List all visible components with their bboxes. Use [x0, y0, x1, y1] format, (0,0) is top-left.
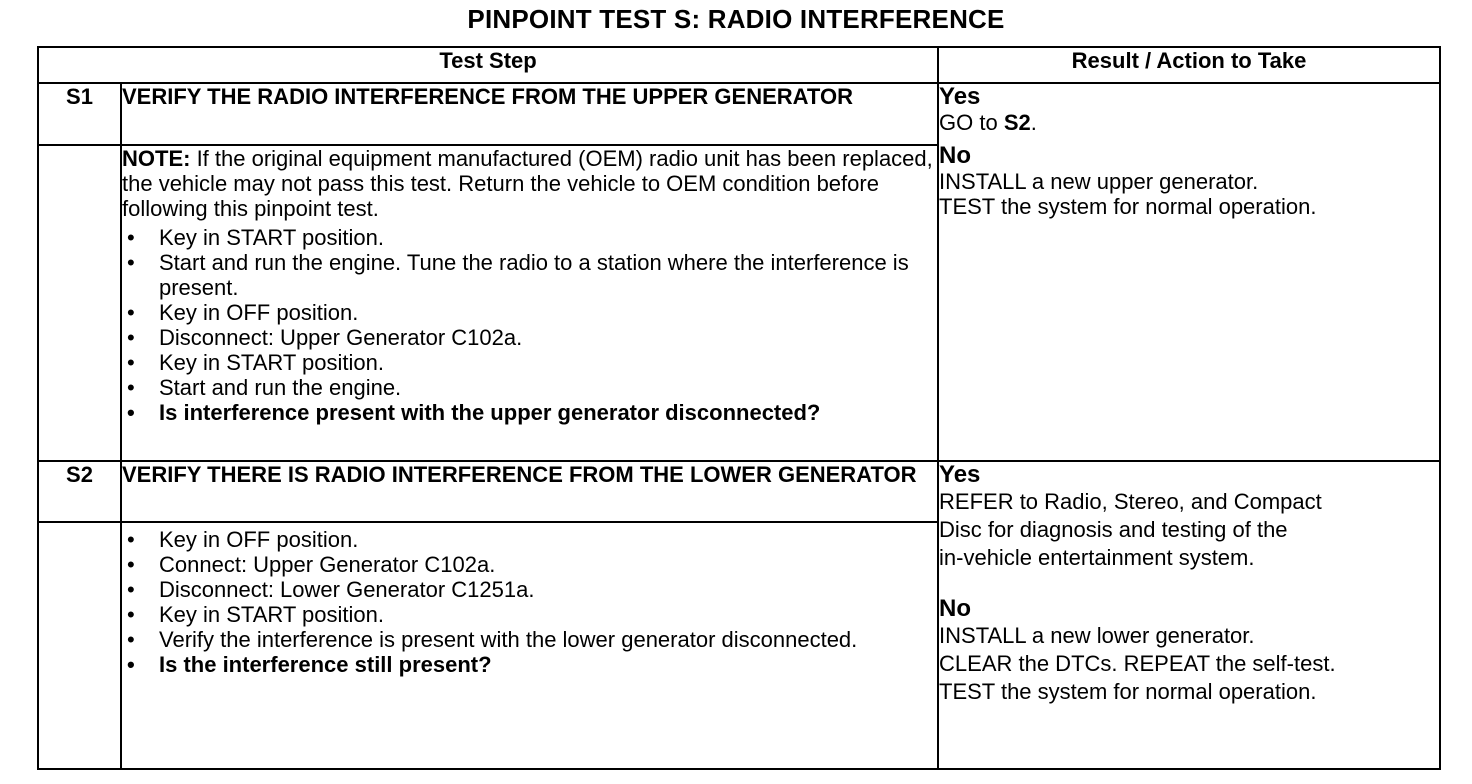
yes-action-prefix: GO to: [939, 110, 1004, 135]
step-s2-title: VERIFY THERE IS RADIO INTERFERENCE FROM THE LOWER GENERATOR: [121, 461, 938, 522]
step-s1-yes-label: Yes: [939, 83, 981, 110]
step-s2-bullets: [122, 527, 937, 677]
step-s2-yes-label: Yes: [939, 461, 981, 488]
list-item: • Key in START position.: [122, 602, 937, 627]
list-item: • Start and run the engine.: [122, 375, 937, 400]
list-item: • Disconnect: Upper Generator C102a.: [122, 325, 937, 350]
page-title: PINPOINT TEST S: RADIO INTERFERENCE: [467, 4, 1005, 34]
table-header-row: [38, 47, 1440, 83]
step-s2-no-line: CLEAR the DTCs. REPEAT the self-test.: [939, 651, 1336, 676]
step-s1-title-row: [38, 83, 1440, 145]
step-s2-id-spacer: [38, 522, 121, 769]
step-s2-yes-line: in-vehicle entertainment system.: [939, 545, 1255, 570]
step-s2-no-line: TEST the system for normal operation.: [939, 679, 1317, 704]
header-test-step: Test Step: [38, 47, 938, 83]
step-s2-result: [938, 461, 1440, 769]
step-s1-yes-action: [939, 110, 1439, 135]
step-s2-yes-line: Disc for diagnosis and testing of the: [939, 517, 1288, 542]
step-s2-question: • Is the interference still present?: [122, 652, 937, 677]
step-s2-no-label: No: [939, 595, 972, 622]
list-item: • Connect: Upper Generator C102a.: [122, 552, 937, 577]
pinpoint-test-table: [37, 46, 1441, 770]
step-s1-no-label: No: [939, 142, 972, 169]
list-item: • Key in START position.: [122, 350, 937, 375]
step-s1-no-line: TEST the system for normal operation.: [939, 194, 1317, 219]
list-item: • Key in OFF position.: [122, 527, 937, 552]
yes-action-target: S2: [1003, 110, 1031, 135]
note-text: If the original equipment manufactured (OEM) radio unit has been replaced, the vehicle may not pass this test. Return the vehicle to OEM condition before following this pinpoint test.: [122, 146, 933, 221]
step-s1-result: [938, 83, 1440, 461]
step-s1-id-spacer: [38, 145, 121, 461]
step-s1-no-line: INSTALL a new upper generator.: [939, 169, 1259, 194]
note-label: NOTE:: [122, 146, 191, 171]
step-s1-question: • Is interference present with the upper generator disconnected?: [122, 400, 937, 425]
step-s1-id: S1: [38, 83, 121, 145]
step-s1-bullets: [122, 225, 937, 425]
step-s2-yes-line: REFER to Radio, Stereo, and Compact: [939, 489, 1322, 514]
list-item: • Key in OFF position.: [122, 300, 937, 325]
step-s2-body: [121, 522, 938, 769]
yes-action-suffix: .: [1030, 110, 1037, 135]
list-item: • Start and run the engine. Tune the radio to a station where the interference is present.: [122, 250, 937, 300]
step-s1-title: VERIFY THE RADIO INTERFERENCE FROM THE UPPER GENERATOR: [121, 83, 938, 145]
list-item: • Key in START position.: [122, 225, 937, 250]
list-item: • Disconnect: Lower Generator C1251a.: [122, 577, 937, 602]
header-result: Result / Action to Take: [938, 47, 1440, 83]
step-s2-no-line: INSTALL a new lower generator.: [939, 623, 1255, 648]
step-s2-title-row: [38, 461, 1440, 522]
step-s2-id: S2: [38, 461, 121, 522]
step-s1-body: [121, 145, 938, 461]
step-s1-note: [122, 146, 937, 221]
list-item: • Verify the interference is present with the lower generator disconnected.: [122, 627, 937, 652]
